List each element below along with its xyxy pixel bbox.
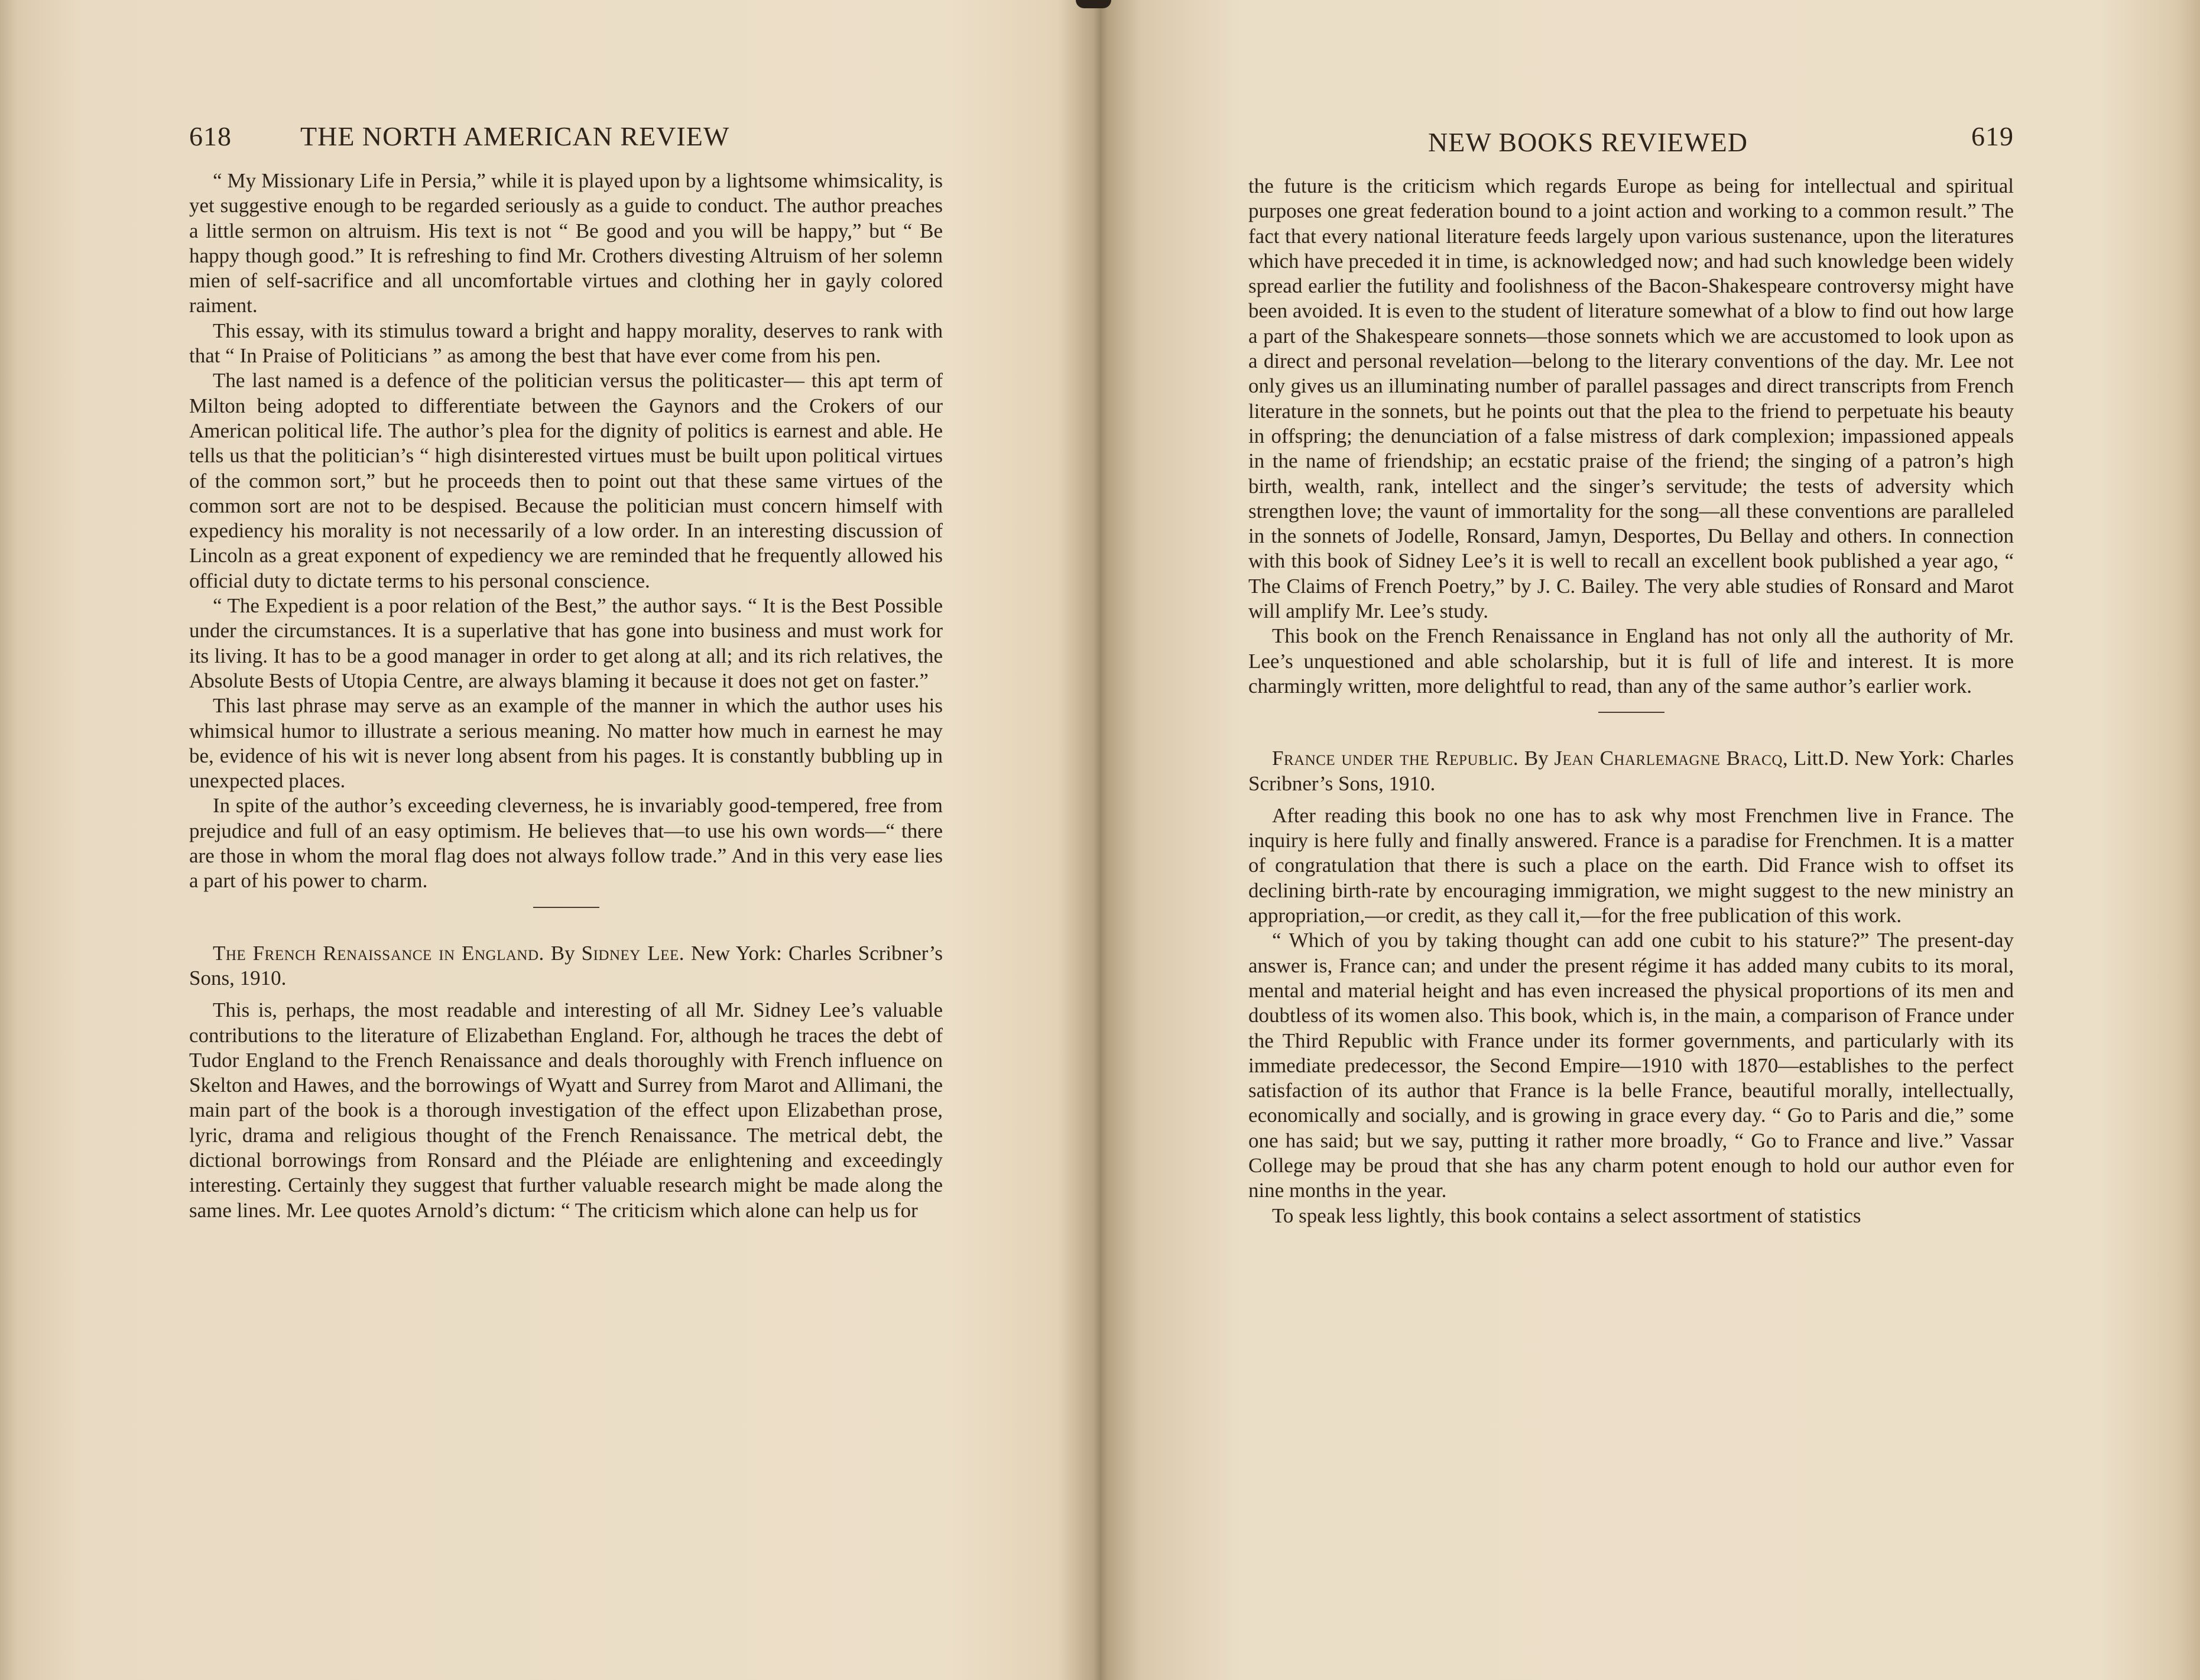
book-title: The French Renaissance in England. bbox=[213, 941, 544, 965]
paragraph: This is, perhaps, the most readable and interesting of all Mr. Sidney Lee’s valuable contributions to the literature of Elizabethan England. For, although he traces the debt of Tudor England to the French Renaissance and deals thoroughly with French influence on Skelton and Hawes, and the borrowings of Wyatt and Surrey from Marot and Allimani, the main part of the book is a thorough investigation of the effect upon Elizabethan prose, lyric, drama and religious thought of the French Renaissance. The metrical debt, the dictional borrowings from Ronsard and the Pléiade are enlightening and exceedingly interesting. Certainly they suggest that further valuable research might be made along the same lines. Mr. Lee quotes Arnold’s dictum: “ The criticism which alone can help us for bbox=[189, 998, 943, 1222]
paragraph: After reading this book no one has to ask why most Frenchmen live in France. The inquiry is here fully and finally answered. France is a paradise for Frenchmen. It is a matter of congratulation that there is such a place on the earth. Did France wish to offset its declining birth-rate by encouraging immigration, we might suggest to the new ministry an appropriation,—or credit, as they call it,—for the free publication of this work. bbox=[1248, 803, 2014, 927]
paragraph: To speak less lightly, this book contains a select assortment of statistics bbox=[1272, 1204, 1861, 1227]
paragraph: the future is the criticism which regards Europe as being for intellectual and spiritual purposes one great federation bound to a joint action and working to a common result.” The fact that every national literature feeds largely upon various sustenance, upon the literatures which have preceded it in time, is acknowledged now; and had such knowledge been widely spread earlier the futility and foolishness of the Bacon-Shakespeare controversy might have been avoided. It is even to the student of literature somewhat of a blow to find out how large a part of the Shakespeare sonnets—those sonnets which we are accustomed to look upon as a direct and personal revelation—belong to the literary conventions of the day. Mr. Lee not only gives us an illuminating number of parallel passages and direct transcripts from French literature in the sonnets, but he points out that the plea to the friend to perpetuate his beauty in offspring; the denunciation of a false mistress of dark complexion; impassioned appeals in the name of friendship; an ecstatic praise of the friend; the singing of a patron’s high birth, wealth, rank, intellect and the singer’s servitude; the tests of adversity which strengthen love; the vaunt of immortality for the song—all these conventions are paralleled in the sonnets of Jodelle, Ronsard, Jamyn, Desportes, Du Bellay and others. In connection with this book of Sidney Lee’s it is well to recall an excellent book published a year ago, “ The Claims of French Poetry,” by J. C. Bailey. The very able studies of Ronsard and Marot will amplify Mr. Lee’s study. bbox=[1248, 174, 2014, 623]
right-page bbox=[1248, 0, 2014, 1680]
review-heading bbox=[189, 941, 943, 991]
paragraph: This last phrase may serve as an example of the manner in which the author uses his whimsical humor to illustrate a serious meaning. No matter how much in earnest he may be, evidence of his wit is never long absent from his pages. It is constantly bubbling up in unexpected places. bbox=[189, 694, 943, 793]
left-page bbox=[189, 0, 943, 1680]
book-author: Sidney Lee. bbox=[581, 941, 684, 965]
right-page-number: 619 bbox=[1971, 121, 2014, 151]
paragraph: “ The Expedient is a poor relation of the Best,” the author says. “ It is the Best Possible under the circumstances. It is a superlative that has gone into business and must work for its living. It has to be a good manager in order to get along at all; and its rich relatives, the Absolute Bests of Utopia Centre, are always blaming it because it does not get on faster.” bbox=[189, 594, 943, 692]
spine-shadow bbox=[1076, 0, 1111, 8]
review-heading bbox=[1248, 746, 2014, 796]
left-running-title: THE NORTH AMERICAN REVIEW bbox=[300, 121, 730, 151]
paragraph: This book on the French Renaissance in England has not only all the authority of Mr. Lee’s unquestioned and able scholarship, but it is full of life and interest. It is more charmingly written, more delightful to read, than any of the same author’s earlier work. bbox=[1248, 624, 2014, 698]
book-publisher: New York: Charles Scribner’s Sons, 1910. bbox=[1248, 747, 2014, 795]
right-running-title: NEW BOOKS REVIEWED bbox=[1428, 127, 1748, 157]
book-publisher: New York: Charles Scribner’s Sons, 1910. bbox=[189, 941, 943, 990]
paragraph: The last named is a defence of the politician versus the politicaster— this apt term of Milton being adopted to differentiate between the Gaynors and the Crokers of our American political life. The author’s plea for the dignity of politics is earnest and able. He tells us that the politician’s “ high disinterested virtues must be built upon political virtues of the common sort,” but he proceeds then to point out that these same virtues of the common sort are not to be despised. Because the politician must concern himself with expediency his morality is not necessarily of a low order. In an interesting discussion of Lincoln as a great exponent of expediency we are reminded that he frequently allowed his official duty to dictate terms to his personal conscience. bbox=[189, 369, 943, 592]
paragraph: In spite of the author’s exceeding cleverness, he is invariably good-tempered, free from prejudice and full of an easy optimism. He believes that—to use his own words—“ there are those in whom the moral flag does not always follow trade.” And in this very ease lies a part of his power to charm. bbox=[189, 794, 943, 893]
section-divider bbox=[533, 907, 599, 908]
by-word: By bbox=[1524, 747, 1549, 770]
paragraph: This essay, with its stimulus toward a bright and happy morality, deserves to rank with that “ In Praise of Politicians ” as among the best that have ever come from his pen. bbox=[189, 319, 943, 368]
section-divider bbox=[1598, 712, 1664, 713]
author-degree: Litt.D. bbox=[1793, 747, 1849, 770]
book-title: France under the Republic. bbox=[1272, 747, 1519, 770]
by-word: By bbox=[550, 941, 575, 965]
left-page-number: 618 bbox=[189, 121, 232, 151]
left-running-head bbox=[189, 121, 943, 156]
right-body-text bbox=[1248, 174, 2014, 1228]
book-author: Jean Charlemagne Bracq, bbox=[1554, 747, 1789, 770]
paragraph: “ My Missionary Life in Persia,” while it is played upon by a lightsome whimsicality, is yet suggestive enough to be regarded seriously as a guide to conduct. The author preaches a little sermon on altruism. His text is not “ Be good and you will be happy,” but “ Be happy though good.” It is refreshing to find Mr. Crothers divesting Altruism of her solemn mien of self-sacrifice and all uncomfortable virtues and clothing her in gayly colored raiment. bbox=[189, 169, 943, 317]
right-running-head bbox=[1248, 121, 2014, 156]
left-body-text bbox=[189, 168, 943, 1223]
paragraph: “ Which of you by taking thought can add one cubit to his stature?” The present-day answer is, France can; and under the present régime it has added many cubits to its moral, mental and material height and has even increased the physical proportions of its men and doubtless of its women also. This book, which is, in the main, a comparison of France under the Third Republic with France under its former governments, and particularly with its immediate predecessor, the Second Empire—1910 with 1870—establishes to the perfect satisfaction of its author that France is la belle France, beautiful morally, intellectually, economically and socially, and is growing in grace every day. “ Go to Paris and die,” some one has said; but we say, putting it rather more broadly, “ Go to France and live.” Vassar College may be proud that she has any charm potent enough to hold our author even for nine months in the year. bbox=[1248, 929, 2014, 1202]
